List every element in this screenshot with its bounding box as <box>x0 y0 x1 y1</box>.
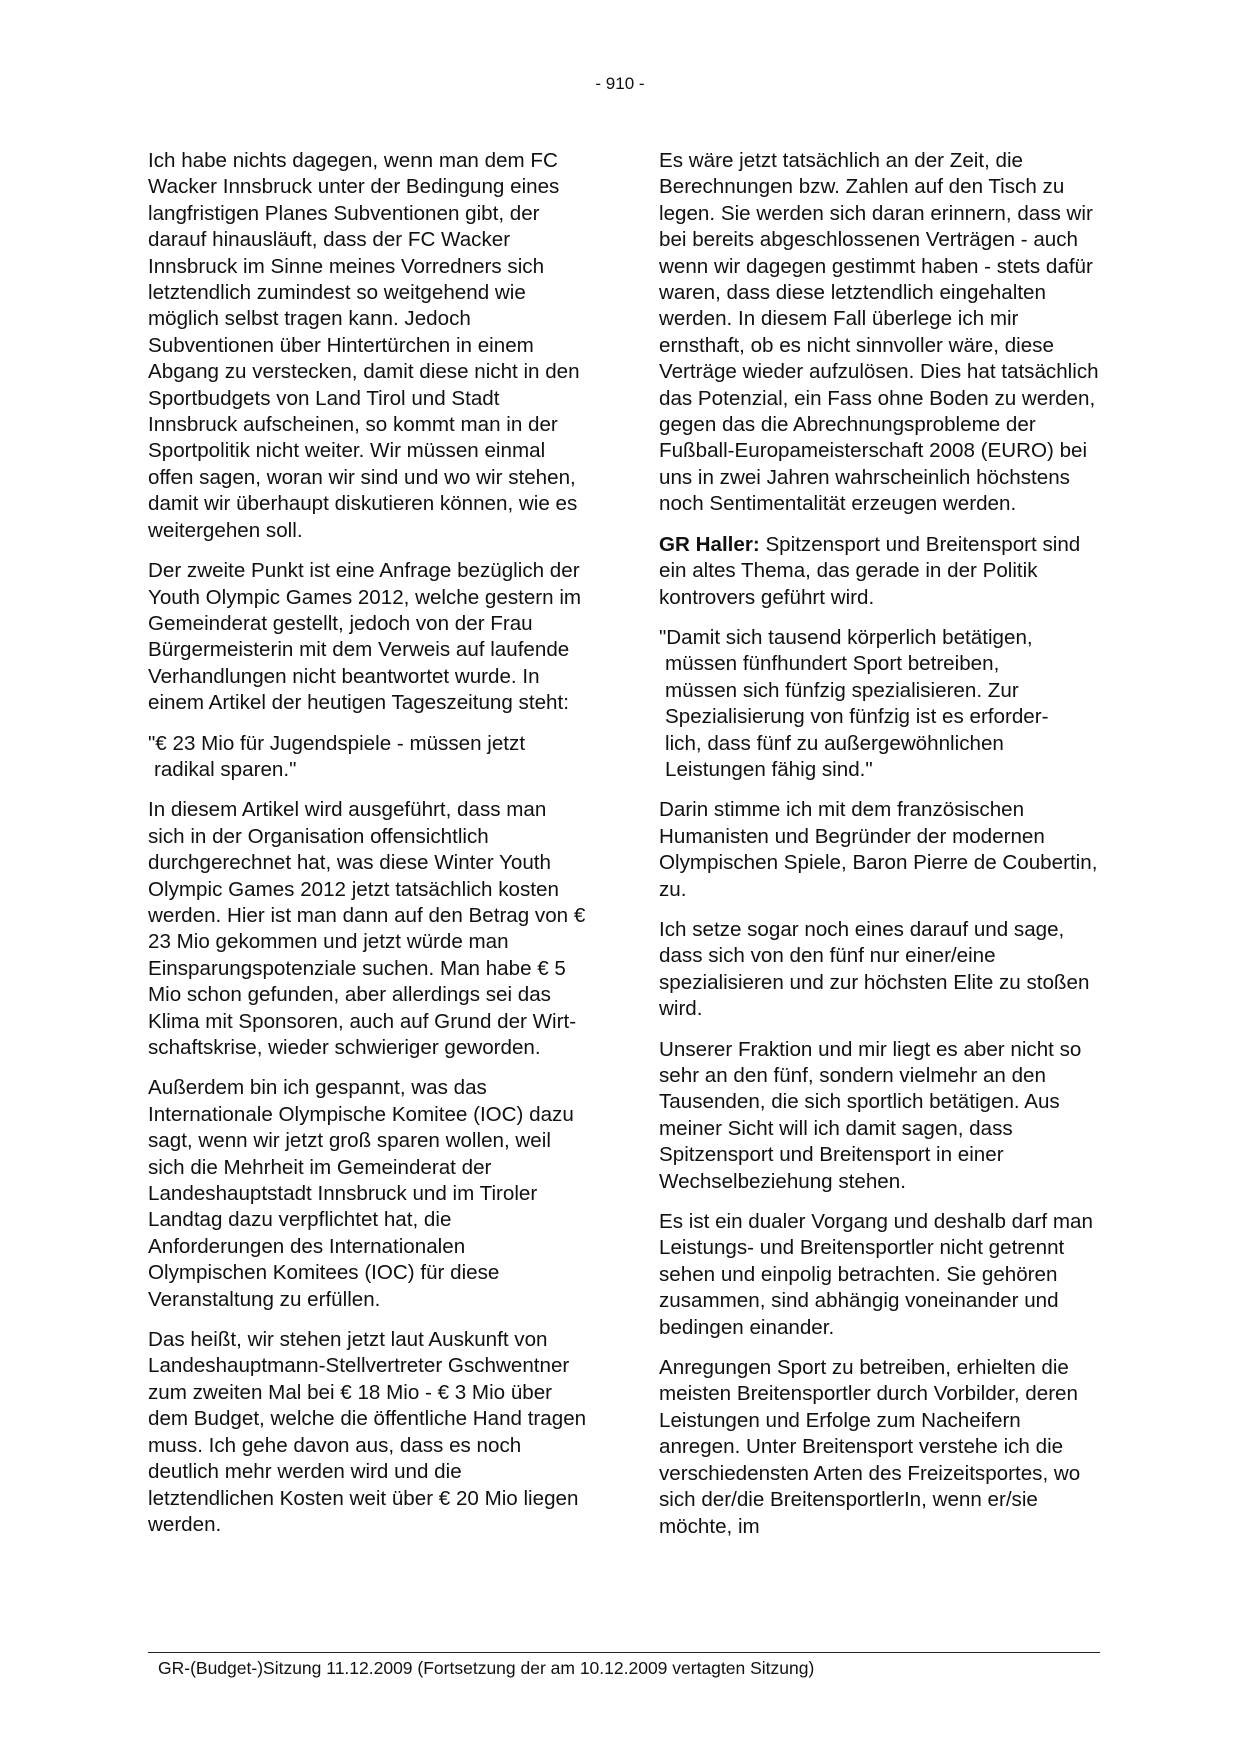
quote-line: lich, dass fünf zu außergewöhnlichen <box>665 731 1004 755</box>
speaker-name: GR Haller: <box>659 532 760 556</box>
footer-text: GR-(Budget-)Sitzung 11.12.2009 (Fortsetzung der am 10.12.2009 vertagten Sitzung) <box>158 1658 815 1678</box>
quote-line: müssen fünfhundert Sport betreiben, <box>665 652 1000 676</box>
paragraph: Anregungen Sport zu betreiben, erhielten die meisten Breitensportler durch Vorbilder, deren Leistungen und Erfolge zum Nacheifern anregen. Unter Breitensport verstehe ich die verschiedensten Arten des Freizeitsportes, wo sich der/die BreitensportlerIn, wenn er/sie möchte, im <box>659 1356 1081 1538</box>
paragraph: Es ist ein dualer Vorgang und deshalb darf man Leistungs- und Breitensportler nicht getrennt sehen und einpolig betrachten. Sie gehören zusammen, sind abhängig voneinander und bedingen einander. <box>659 1210 1093 1339</box>
paragraph: Das heißt, wir stehen jetzt laut Auskunft von Landeshauptmann-Stellvertreter Gschwentner zum zweiten Mal bei € 18 Mio - € 3 Mio über dem Budget, welche die öffentliche Hand tragen muss. Ich gehe davon aus, dass es noch deutlich mehr werden wird und die letztendlichen Kosten weit über € 20 Mio liegen werden. <box>148 1328 587 1536</box>
quote-line: radikal sparen." <box>154 757 297 781</box>
quote-line: Spezialisierung von fünfzig ist es erforder- <box>665 705 1049 729</box>
paragraph: Der zweite Punkt ist eine Anfrage bezüglich der Youth Olympic Games 2012, welche gestern im Gemeinderat gestellt, jedoch von der Frau Bürgermeisterin mit dem Verweis auf laufende Verhandlungen nicht beantwortet wurde. In einem Artikel der heutigen Tageszeitung steht: <box>148 559 582 715</box>
paragraph: Ich setze sogar noch eines darauf und sage, dass sich von den fünf nur einer/eine spezialisieren und zur höchsten Elite zu stoßen wird. <box>659 917 1090 1021</box>
paragraph: Außerdem bin ich gespannt, was das Internationale Olympische Komitee (IOC) dazu sagt, wenn wir jetzt groß sparen wollen, weil sich die Mehrheit im Gemeinderat der Landeshauptstadt Innsbruck und im Tiroler Landtag dazu verpflichtet hat, die Anforderungen des Internationalen Olympischen Komitees (IOC) für diese Veranstaltung zu erfüllen. <box>148 1076 574 1311</box>
quote-line: "€ 23 Mio für Jugendspiele - müssen jetzt <box>148 731 526 755</box>
right-column <box>659 148 1101 1554</box>
paragraph: Darin stimme ich mit dem französischen Humanisten und Begründer der modernen Olympischen Spiele, Baron Pierre de Coubertin, zu. <box>659 798 1098 901</box>
speaker-paragraph <box>659 532 1101 611</box>
left-column <box>148 148 588 1552</box>
paragraph: Ich habe nichts dagegen, wenn man dem FC Wacker Innsbruck unter der Bedingung eines langfristigen Planes Subventionen gibt, der darauf hinausläuft, dass der FC Wacker Innsbruck im Sinne meines Vorredners sich letztendlich zumindest so weitgehend wie möglich selbst tragen kann. Jedoch Subventionen über Hintertürchen in einem Abgang zu verstecken, damit diese nicht in den Sportbudgets von Land Tirol und Stadt Innsbruck aufscheinen, so kommt man in der Sportpolitik nicht weiter. Wir müssen einmal offen sagen, woran wir sind und wo wir stehen, damit wir überhaupt diskutieren können, wie es weitergehen soll. <box>148 149 580 542</box>
paragraph: Es wäre jetzt tatsächlich an der Zeit, die Berechnungen bzw. Zahlen auf den Tisch zu legen. Sie werden sich daran erinnern, dass wir bei bereits abgeschlossenen Verträgen - auch wenn wir dagegen gestimmt haben - stets dafür waren, dass diese letztendlich eingehalten werden. In diesem Fall überlege ich mir ernsthaft, ob es nicht sinnvoller wäre, diese Verträge wieder aufzulösen. Dies hat tatsächlich das Potenzial, ein Fass ohne Boden zu werden, gegen das die Abrechnungsprobleme der Fußball-Europameisterschaft 2008 (EURO) bei uns in zwei Jahren wahrscheinlich höchstens noch Sentimentalität erzeugen werden. <box>659 149 1099 516</box>
paragraph: Unserer Fraktion und mir liegt es aber nicht so sehr an den fünf, sondern vielmehr an den Tausenden, die sich sportlich betätigen. Aus meiner Sicht will ich damit sagen, dass Spitzensport und Breitensport in einer Wechselbeziehung stehen. <box>659 1037 1082 1193</box>
coubertin-quote <box>659 625 1101 783</box>
paragraph: In diesem Artikel wird ausgeführt, dass man sich in der Organisation offensichtlich durchgerechnet hat, was diese Winter Youth Olympic Games 2012 jetzt tatsächlich kosten werden. Hier ist man dann auf den Betrag von € 23 Mio gekommen und jetzt würde man Einsparungspotenziale suchen. Man habe € 5 Mio schon gefunden, aber allerdings sei das Klima mit Sponsoren, auch auf Grund der Wirtschaftskrise, wieder schwieriger geworden. <box>148 798 586 1059</box>
footer-divider <box>148 1652 1100 1653</box>
speaker-text: Spitzensport und Breitensport sind ein altes Thema, das gerade in der Politik kontrovers geführt wird. <box>659 532 1081 609</box>
quote-line: Leistungen fähig sind." <box>665 757 873 781</box>
quote-line: "Damit sich tausend körperlich betätigen, <box>659 625 1033 649</box>
page-number: - 910 - <box>595 74 645 93</box>
quote-headline <box>148 731 588 784</box>
quote-line: müssen sich fünfzig spezialisieren. Zur <box>665 678 1019 702</box>
